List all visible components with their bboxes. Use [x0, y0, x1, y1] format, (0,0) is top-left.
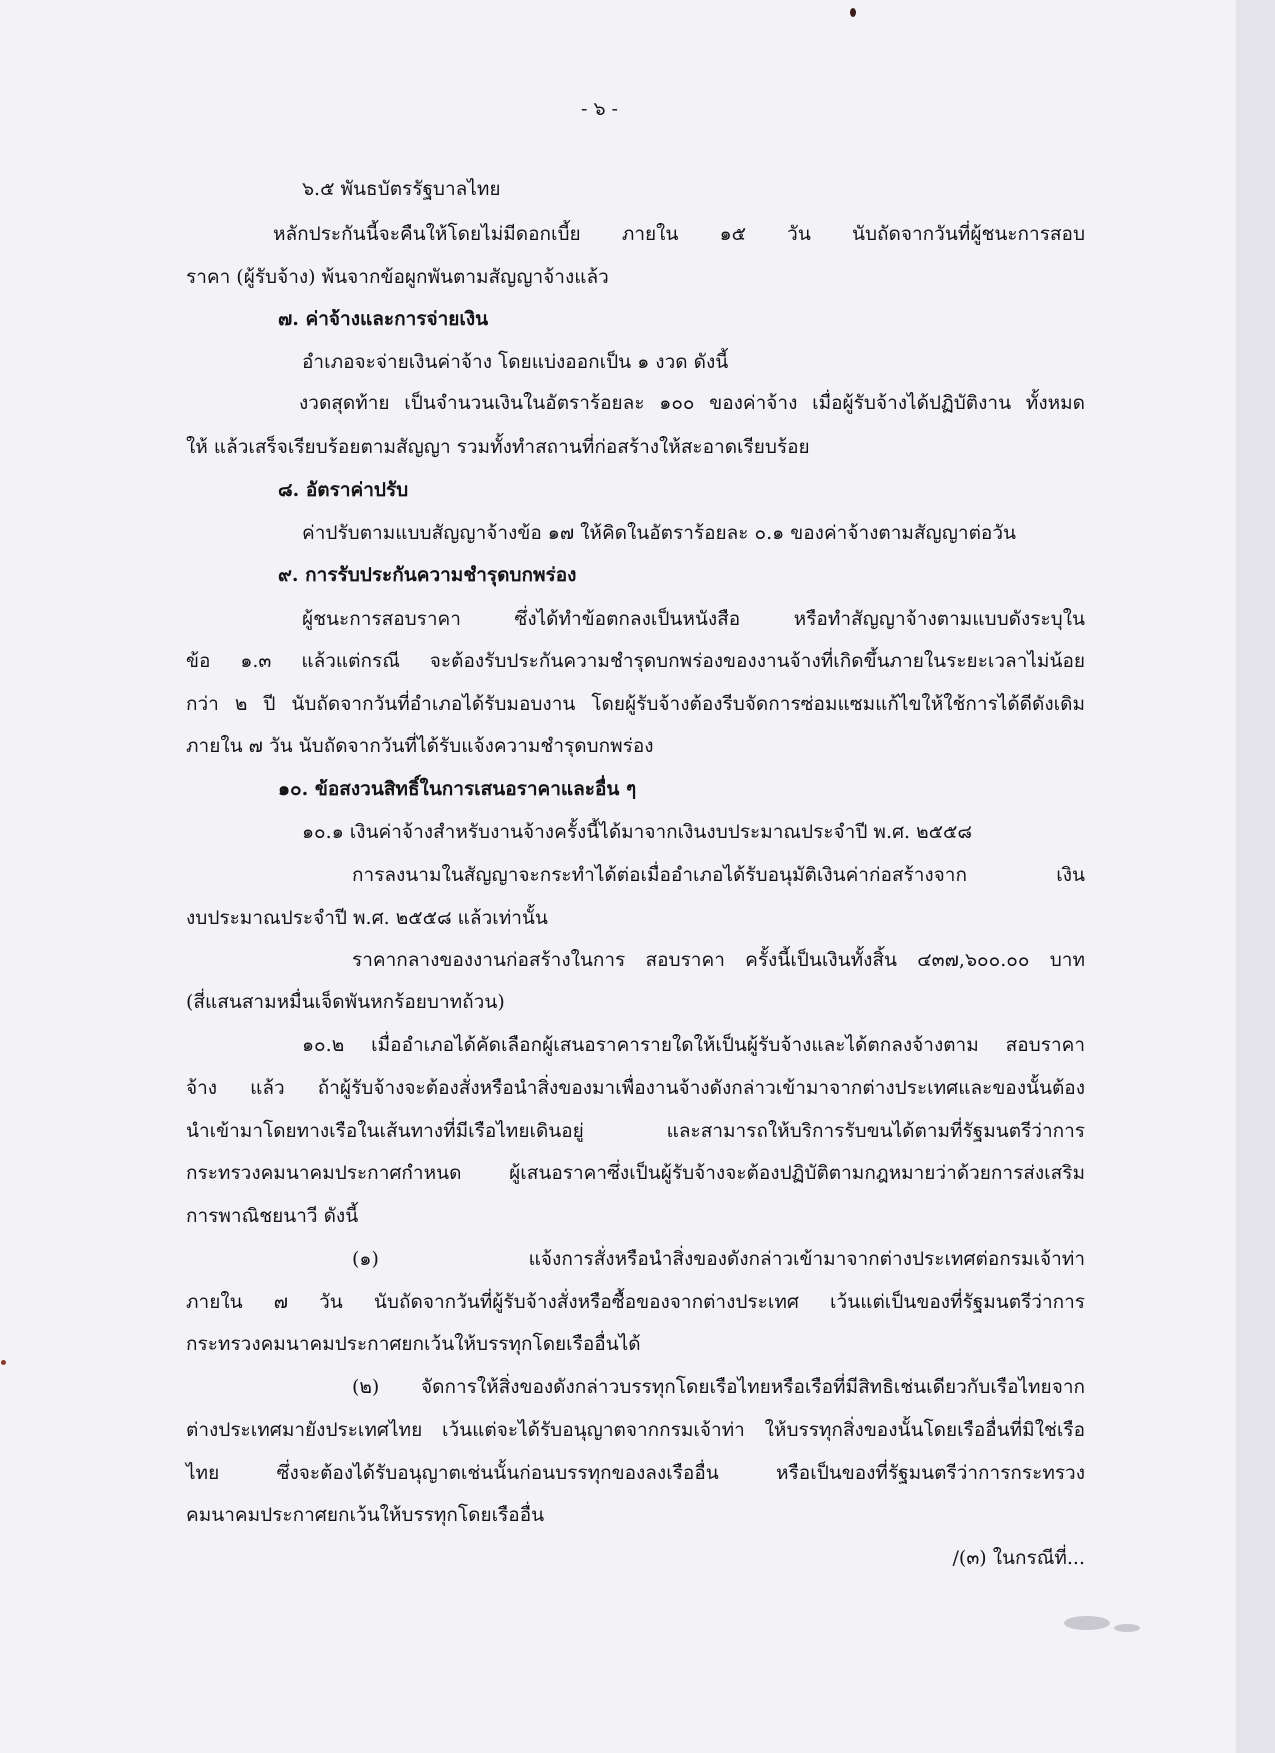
paper-smudge: [1114, 1624, 1140, 1632]
section-10-heading: ๑๐. ข้อสงวนสิทธิ์ในการเสนอราคาและอื่น ๆ: [278, 778, 637, 800]
paragraph-line: (สี่แสนสามหมื่นเจ็ดพันหกร้อยบาทถ้วน): [186, 991, 505, 1013]
paragraph-line: กว่า ๒ ปี นับถัดจากวันที่อำเภอได้รับมอบงาน โดยผู้รับจ้างต้องรีบจัดการซ่อมแซมแก้ไขให้ใช้การได้ดีดังเดิม: [186, 693, 1085, 715]
paragraph-line: ผู้ชนะการสอบราคา ซึ่งได้ทำข้อตกลงเป็นหนังสือ หรือทำสัญญาจ้างตามแบบดังระบุใน: [302, 608, 1085, 630]
paragraph-line: หลักประกันนี้จะคืนให้โดยไม่มีดอกเบี้ย ภายใน ๑๕ วัน นับถัดจากวันที่ผู้ชนะการสอบ: [273, 223, 1085, 245]
page-number: - ๖ -: [581, 98, 618, 120]
paragraph-line: กระทรวงคมนาคมประกาศกำหนด ผู้เสนอราคาซึ่งเป็นผู้รับจ้างจะต้องปฏิบัติตามกฎหมายว่าด้วยการส่งเสริม: [186, 1162, 1085, 1184]
section-9-heading: ๙. การรับประกันความชำรุดบกพร่อง: [278, 564, 577, 586]
section-7-heading: ๗. ค่าจ้างและการจ่ายเงิน: [278, 308, 489, 330]
scan-edge: [1236, 0, 1275, 1753]
paragraph-line: ภายใน ๗ วัน นับถัดจากวันที่ได้รับแจ้งความชำรุดบกพร่อง: [186, 735, 654, 757]
paper-smudge: [1064, 1616, 1110, 1630]
paragraph-line: การลงนามในสัญญาจะกระทำได้ต่อเมื่ออำเภอได้รับอนุมัติเงินค่าก่อสร้างจาก เงิน: [352, 864, 1085, 886]
clause-6-5: ๖.๕ พันธบัตรรัฐบาลไทย: [302, 178, 501, 200]
paragraph-line: การพาณิชยนาวี ดังนี้: [186, 1205, 359, 1227]
paragraph-line: นำเข้ามาโดยทางเรือในเส้นทางที่มีเรือไทยเดินอยู่ และสามารถให้บริการรับขนได้ตามที่รัฐมนตรีว่าการ: [186, 1120, 1085, 1142]
paragraph-line: ไทย ซึ่งจะต้องได้รับอนุญาตเช่นนั้นก่อนบรรทุกของลงเรืออื่น หรือเป็นของที่รัฐมนตรีว่าการกระทรวง: [186, 1462, 1085, 1484]
paragraph-line: งวดสุดท้าย เป็นจำนวนเงินในอัตราร้อยละ ๑๐๐ ของค่าจ้าง เมื่อผู้รับจ้างได้ปฏิบัติงาน ทั้งหมด: [299, 392, 1085, 414]
paragraph-line: ต่างประเทศมายังประเทศไทย เว้นแต่จะได้รับอนุญาตจากกรมเจ้าท่า ให้บรรทุกสิ่งของนั้นโดยเรืออื่นที่มิใช่เรือ: [186, 1419, 1085, 1441]
section-8-heading: ๘. อัตราค่าปรับ: [278, 479, 409, 501]
paragraph-line: (๑) แจ้งการสั่งหรือนำสิ่งของดังกล่าวเข้ามาจากต่างประเทศต่อกรมเจ้าท่า: [352, 1248, 1085, 1270]
paragraph-line: (๒) จัดการให้สิ่งของดังกล่าวบรรทุกโดยเรือไทยหรือเรือที่มีสิทธิเช่นเดียวกับเรือไทยจาก: [352, 1376, 1085, 1398]
paragraph-line: ข้อ ๑.๓ แล้วแต่กรณี จะต้องรับประกันความชำรุดบกพร่องของงานจ้างที่เกิดขึ้นภายในระยะเวลาไม่น้อย: [186, 650, 1085, 672]
paragraph-line: ภายใน ๗ วัน นับถัดจากวันที่ผู้รับจ้างสั่งหรือซื้อของจากต่างประเทศ เว้นแต่เป็นของที่รัฐมนตรีว่าการ: [186, 1291, 1085, 1313]
paragraph-line: กระทรวงคมนาคมประกาศยกเว้นให้บรรทุกโดยเรืออื่นได้: [186, 1333, 641, 1355]
paragraph-line: ค่าปรับตามแบบสัญญาจ้างข้อ ๑๗ ให้คิดในอัตราร้อยละ ๐.๑ ของค่าจ้างตามสัญญาต่อวัน: [302, 522, 1016, 544]
paragraph-line: ให้ แล้วเสร็จเรียบร้อยตามสัญญา รวมทั้งทำสถานที่ก่อสร้างให้สะอาดเรียบร้อย: [186, 436, 810, 458]
paragraph-line: ราคา (ผู้รับจ้าง) พ้นจากข้อผูกพันตามสัญญาจ้างแล้ว: [186, 266, 609, 288]
ink-speck: [850, 8, 856, 17]
ink-speck: [1, 1360, 6, 1365]
paragraph-line: ราคากลางของงานก่อสร้างในการ สอบราคา ครั้งนี้เป็นเงินทั้งสิ้น ๔๓๗,๖๐๐.๐๐ บาท: [352, 949, 1085, 971]
paragraph-line: งบประมาณประจำปี พ.ศ. ๒๕๕๘ แล้วเท่านั้น: [186, 907, 548, 929]
paragraph-line: อำเภอจะจ่ายเงินค่าจ้าง โดยแบ่งออกเป็น ๑ งวด ดังนี้: [302, 351, 729, 373]
paragraph-line: จ้าง แล้ว ถ้าผู้รับจ้างจะต้องสั่งหรือนำสิ่งของมาเพื่องานจ้างดังกล่าวเข้ามาจากต่างประเทศและของนั้นต้อง: [186, 1077, 1085, 1099]
paragraph-line: คมนาคมประกาศยกเว้นให้บรรทุกโดยเรืออื่น: [186, 1504, 545, 1526]
continuation-note: /(๓) ในกรณีที่...: [952, 1547, 1085, 1569]
paragraph-line: ๑๐.๒ เมื่ออำเภอได้คัดเลือกผู้เสนอราคารายใดให้เป็นผู้รับจ้างและได้ตกลงจ้างตาม สอบราคา: [302, 1034, 1085, 1056]
paragraph-line: ๑๐.๑ เงินค่าจ้างสำหรับงานจ้างครั้งนี้ได้มาจากเงินงบประมาณประจำปี พ.ศ. ๒๕๕๘: [302, 821, 973, 843]
